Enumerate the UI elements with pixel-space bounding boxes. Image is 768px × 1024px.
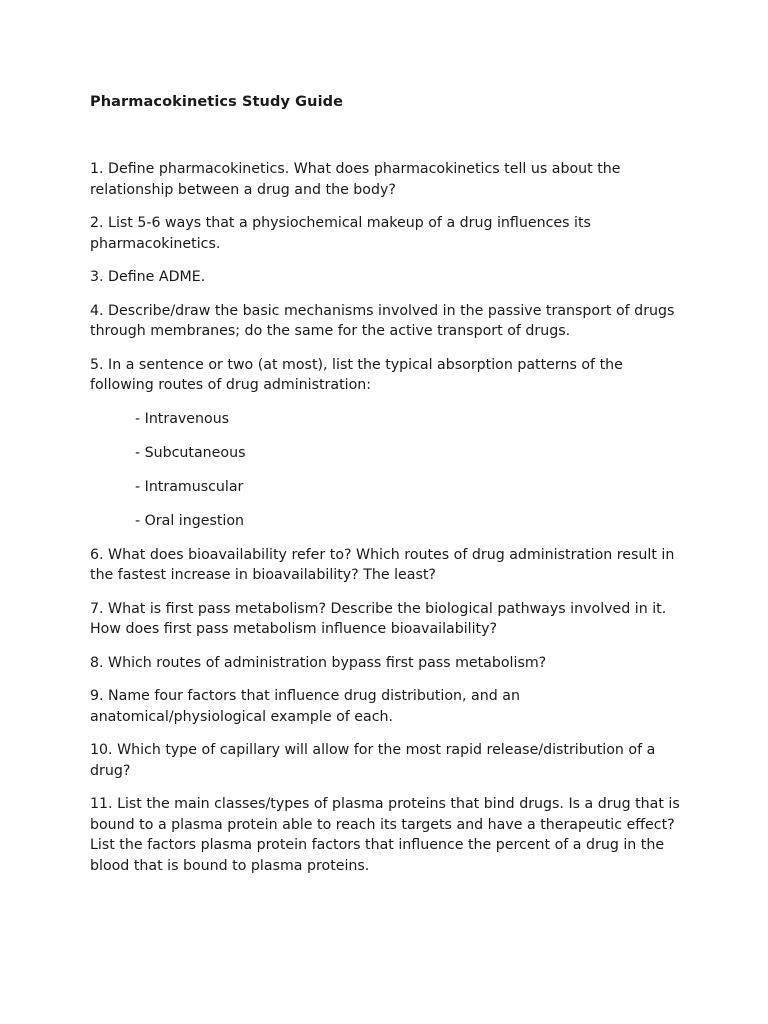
question-8: 8. Which routes of administration bypass first pass metabolism?: [90, 654, 547, 671]
route-item-oral-ingestion: - Oral ingestion: [135, 512, 245, 529]
document-content: [90, 92, 680, 889]
question-10: 10. Which type of capillary will allow for the most rapid release/distribution of a drug?: [90, 742, 656, 779]
route-item-subcutaneous: - Subcutaneous: [135, 444, 246, 461]
question-1: 1. Define pharmacokinetics. What does pharmacokinetics tell us about the relationship between a drug and the body?: [90, 161, 621, 198]
question-3: 3. Define ADME.: [90, 269, 206, 285]
question-6: 6. What does bioavailability refer to? Which routes of drug administration result in the fastest increase in bioavailability? The least?: [90, 546, 675, 583]
question-list: [90, 159, 680, 876]
question-5: 5. In a sentence or two (at most), list the typical absorption patterns of the following routes of drug administration:: [90, 356, 623, 393]
question-4: 4. Describe/draw the basic mechanisms involved in the passive transport of drugs through membranes; do the same for the active transport of drugs.: [90, 302, 675, 339]
question-2: 2. List 5-6 ways that a physiochemical makeup of a drug influences its pharmacokinetics.: [90, 215, 591, 252]
route-item-intramuscular: - Intramuscular: [135, 478, 244, 495]
document-title: Pharmacokinetics Study Guide: [90, 94, 344, 110]
route-item-intravenous: - Intravenous: [135, 410, 230, 427]
question-11: 11. List the main classes/types of plasma proteins that bind drugs. Is a drug that is bound to a plasma protein able to reach its targets and have a therapeutic effect? List the factors plasma protein factors that influence the percent of a drug in the blood that is bound to plasma proteins.: [90, 796, 680, 874]
question-9: 9. Name four factors that influence drug distribution, and an anatomical/physiological example of each.: [90, 688, 520, 725]
question-7: 7. What is first pass metabolism? Describe the biological pathways involved in it. How does first pass metabolism influence bioavailability?: [90, 600, 667, 637]
